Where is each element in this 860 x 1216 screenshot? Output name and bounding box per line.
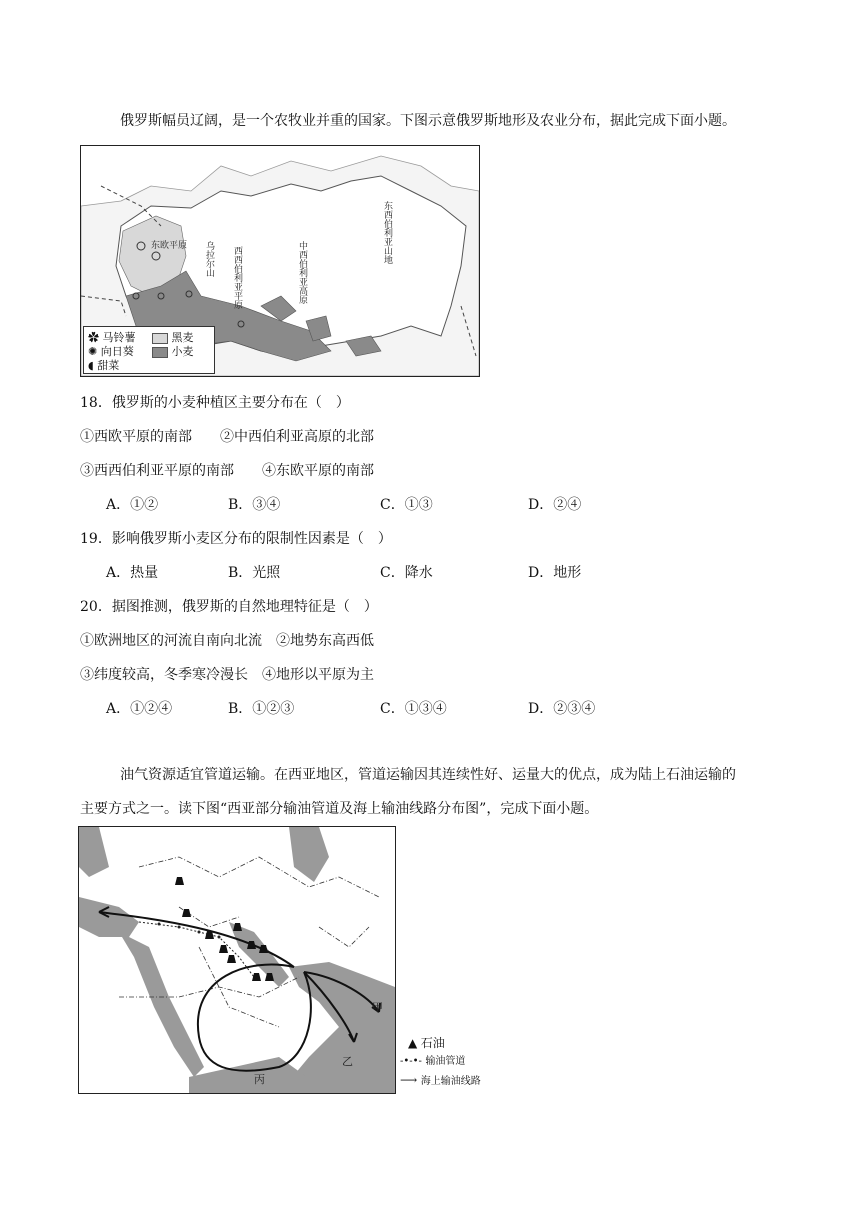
legend-sea-route [400, 1072, 481, 1087]
section2-intro-line1: 油气资源适宜管道运输。在西亚地区，管道运输因其连续性好、运量大的优点，成为陆上石油运输的 [120, 767, 736, 783]
wheat-swatch-icon [152, 347, 168, 358]
legend-beet [88, 357, 119, 373]
q18-stem: 18．俄罗斯的小麦种植区主要分布在（ ） [80, 395, 350, 411]
west-asia-map [78, 826, 396, 1094]
label-central-siberian-plateau: 中西伯利亚高原 [297, 241, 307, 304]
q19-choice-b[interactable]: B．光照 [228, 565, 281, 581]
q20-choice-d[interactable]: D．②③④ [528, 701, 596, 717]
legend-beet-label: 甜菜 [97, 359, 120, 372]
q20-item-1: ①欧洲地区的河流自南向北流 ②地势东高西低 [80, 633, 374, 649]
section2-intro-line2: 主要方式之一。读下图“西亚部分输油管道及海上输油线路分布图”，完成下面小题。 [80, 801, 599, 817]
label-yi: 乙 [342, 1055, 353, 1068]
arrow-right-icon: ⟶ [400, 1073, 418, 1087]
label-east-european-plain: 东欧平原 [151, 241, 188, 251]
russia-map [80, 145, 480, 377]
label-ural-mountains: 乌拉尔山 [204, 241, 214, 277]
pipeline-icon: -•-•- [400, 1056, 422, 1067]
q19-stem: 19．影响俄罗斯小麦区分布的限制性因素是（ ） [80, 531, 392, 547]
rye-swatch-icon [152, 333, 168, 344]
q20-choice-b[interactable]: B．①②③ [228, 701, 295, 717]
section1-intro: 俄罗斯幅员辽阔，是一个农牧业并重的国家。下图示意俄罗斯地形及农业分布，据此完成下面小题。 [120, 113, 736, 129]
legend-pipeline-label: 输油管道 [425, 1056, 466, 1067]
potato-icon: ✿ [88, 331, 99, 344]
q20-stem: 20．据图推测，俄罗斯的自然地理特征是（ ） [80, 599, 378, 615]
q19-choice-c[interactable]: C．降水 [380, 565, 433, 581]
q19-choice-a[interactable]: A．热量 [106, 565, 159, 581]
legend-sunflower-label: 向日葵 [100, 345, 134, 358]
label-jia: 甲 [372, 1001, 383, 1014]
beet-icon: ◖ [88, 359, 94, 372]
q19-choice-d[interactable]: D．地形 [528, 565, 582, 581]
q18-choice-a[interactable]: A．①② [106, 497, 159, 513]
label-east-siberian-mountains: 东西伯利亚山地 [382, 201, 392, 264]
q20-item-2: ③纬度较高，冬季寒冷漫长 ④地形以平原为主 [80, 667, 374, 683]
q18-choice-b[interactable]: B．③④ [228, 497, 281, 513]
legend-oil [408, 1034, 445, 1051]
legend-sea-route-label: 海上输油线路 [420, 1076, 481, 1087]
legend-rye-label: 黑麦 [171, 331, 194, 344]
q18-choice-c[interactable]: C．①③ [380, 497, 433, 513]
legend-pipeline [400, 1052, 465, 1067]
legend-potato-label: 马铃薯 [102, 331, 136, 344]
q20-choice-c[interactable]: C．①③④ [380, 701, 447, 717]
label-west-siberian-plain: 西西伯利亚平原 [232, 246, 242, 309]
legend-oil-label: 石油 [420, 1036, 445, 1050]
sunflower-icon: ✺ [88, 345, 98, 358]
q20-choice-a[interactable]: A．①②④ [106, 701, 173, 717]
oil-icon: ▲ [408, 1036, 418, 1050]
russia-map-legend [83, 326, 215, 374]
q18-choice-d[interactable]: D．②④ [528, 497, 582, 513]
q18-item-1: ①西欧平原的南部 ②中西伯利亚高原的北部 [80, 429, 374, 445]
legend-wheat-label: 小麦 [171, 345, 194, 358]
label-bing: 丙 [254, 1073, 265, 1086]
legend-wheat [152, 343, 194, 359]
q18-item-2: ③西西伯利亚平原的南部 ④东欧平原的南部 [80, 463, 374, 479]
